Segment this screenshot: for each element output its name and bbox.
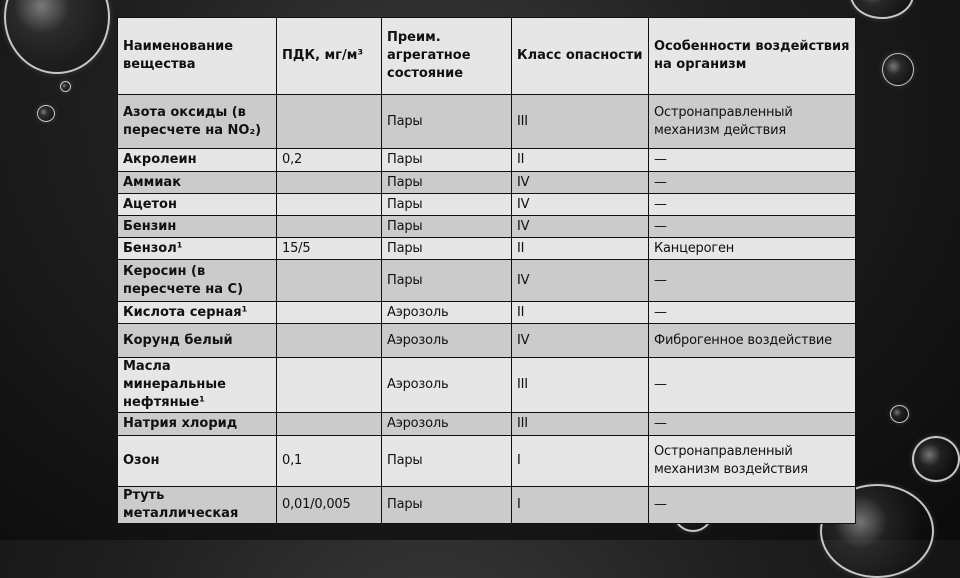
decorative-bubble bbox=[850, 0, 914, 19]
cell-substance-name: Бензин bbox=[118, 216, 277, 238]
cell-mpc bbox=[277, 324, 382, 358]
cell-substance-name: Корунд белый bbox=[118, 324, 277, 358]
cell-substance-name: Бензол¹ bbox=[118, 238, 277, 260]
table-row bbox=[118, 194, 856, 216]
cell-hazard-class: II bbox=[512, 238, 649, 260]
cell-hazard-class: II bbox=[512, 302, 649, 324]
cell-mpc: 15/5 bbox=[277, 238, 382, 260]
table-row bbox=[118, 238, 856, 260]
table-row bbox=[118, 172, 856, 194]
cell-hazard-class: IV bbox=[512, 172, 649, 194]
cell-state: Пары bbox=[382, 95, 512, 149]
cell-effect: — bbox=[649, 358, 856, 413]
cell-effect: — bbox=[649, 302, 856, 324]
decorative-bubble bbox=[4, 0, 110, 74]
cell-effect: — bbox=[649, 149, 856, 172]
cell-substance-name: Ртуть металлическая bbox=[118, 487, 277, 524]
cell-effect: Фиброгенное воздействие bbox=[649, 324, 856, 358]
cell-effect: Остронаправленный механизм воздействия bbox=[649, 436, 856, 487]
cell-mpc: 0,01/0,005 bbox=[277, 487, 382, 524]
cell-effect: — bbox=[649, 194, 856, 216]
cell-effect: — bbox=[649, 413, 856, 436]
decorative-bubble bbox=[912, 436, 960, 482]
table-row bbox=[118, 149, 856, 172]
table-row bbox=[118, 324, 856, 358]
cell-hazard-class: II bbox=[512, 149, 649, 172]
table-row bbox=[118, 216, 856, 238]
header-aggregate-state: Преим. агрегатное состояние bbox=[382, 18, 512, 95]
decorative-bubble bbox=[37, 105, 55, 122]
hazardous-substances-table bbox=[117, 17, 856, 524]
table-row bbox=[118, 260, 856, 302]
cell-state: Пары bbox=[382, 149, 512, 172]
decorative-bubble bbox=[890, 405, 909, 423]
table-row bbox=[118, 436, 856, 487]
decorative-bubble bbox=[882, 53, 914, 86]
cell-hazard-class: IV bbox=[512, 216, 649, 238]
cell-substance-name: Керосин (в пересчете на С) bbox=[118, 260, 277, 302]
cell-state: Пары bbox=[382, 238, 512, 260]
cell-effect: Канцероген bbox=[649, 238, 856, 260]
cell-mpc bbox=[277, 216, 382, 238]
cell-state: Аэрозоль bbox=[382, 302, 512, 324]
cell-substance-name: Аммиак bbox=[118, 172, 277, 194]
cell-state: Пары bbox=[382, 172, 512, 194]
cell-hazard-class: III bbox=[512, 358, 649, 413]
cell-hazard-class: III bbox=[512, 413, 649, 436]
cell-state: Аэрозоль bbox=[382, 358, 512, 413]
cell-substance-name: Акролеин bbox=[118, 149, 277, 172]
table-header-row bbox=[118, 18, 856, 95]
table-row bbox=[118, 358, 856, 413]
cell-state: Пары bbox=[382, 487, 512, 524]
cell-state: Аэрозоль bbox=[382, 324, 512, 358]
cell-state: Пары bbox=[382, 194, 512, 216]
cell-state: Пары bbox=[382, 260, 512, 302]
cell-mpc bbox=[277, 95, 382, 149]
cell-hazard-class: IV bbox=[512, 194, 649, 216]
cell-mpc bbox=[277, 260, 382, 302]
header-substance-name: Наименование вещества bbox=[118, 18, 277, 95]
cell-effect: — bbox=[649, 216, 856, 238]
table-row bbox=[118, 302, 856, 324]
cell-mpc: 0,1 bbox=[277, 436, 382, 487]
cell-mpc bbox=[277, 358, 382, 413]
cell-state: Пары bbox=[382, 436, 512, 487]
header-hazard-class: Класс опасности bbox=[512, 18, 649, 95]
decorative-bubble bbox=[60, 81, 71, 92]
header-effect: Особенности воздействия на организм bbox=[649, 18, 856, 95]
cell-effect: — bbox=[649, 487, 856, 524]
cell-substance-name: Озон bbox=[118, 436, 277, 487]
cell-state: Пары bbox=[382, 216, 512, 238]
cell-state: Аэрозоль bbox=[382, 413, 512, 436]
cell-hazard-class: I bbox=[512, 436, 649, 487]
table-row bbox=[118, 487, 856, 524]
cell-substance-name: Кислота серная¹ bbox=[118, 302, 277, 324]
header-mpc: ПДК, мг/м³ bbox=[277, 18, 382, 95]
cell-mpc bbox=[277, 413, 382, 436]
cell-hazard-class: IV bbox=[512, 260, 649, 302]
cell-effect: — bbox=[649, 260, 856, 302]
cell-substance-name: Масла минеральные нефтяные¹ bbox=[118, 358, 277, 413]
table-row bbox=[118, 413, 856, 436]
cell-effect: — bbox=[649, 172, 856, 194]
cell-hazard-class: I bbox=[512, 487, 649, 524]
cell-hazard-class: III bbox=[512, 95, 649, 149]
cell-substance-name: Азота оксиды (в пересчете на NO₂) bbox=[118, 95, 277, 149]
cell-effect: Остронаправленный механизм действия bbox=[649, 95, 856, 149]
cell-mpc bbox=[277, 194, 382, 216]
cell-mpc: 0,2 bbox=[277, 149, 382, 172]
cell-mpc bbox=[277, 172, 382, 194]
table-row bbox=[118, 95, 856, 149]
cell-substance-name: Ацетон bbox=[118, 194, 277, 216]
cell-hazard-class: IV bbox=[512, 324, 649, 358]
cell-mpc bbox=[277, 302, 382, 324]
cell-substance-name: Натрия хлорид bbox=[118, 413, 277, 436]
